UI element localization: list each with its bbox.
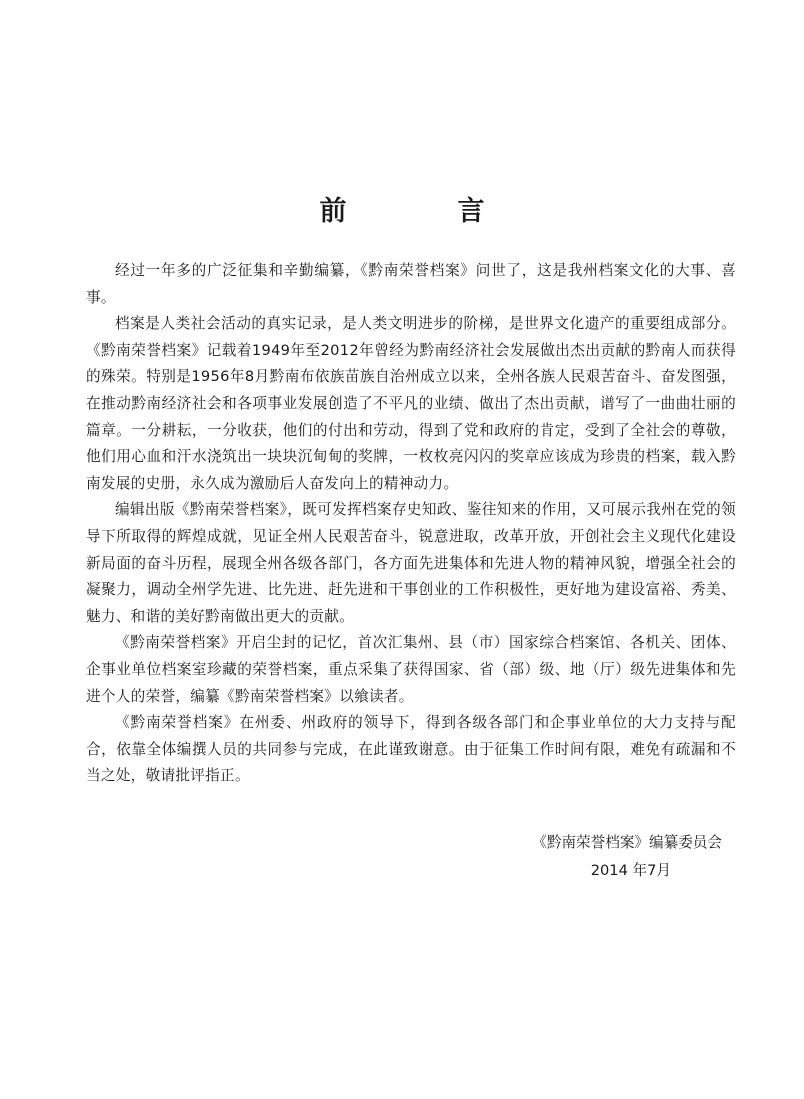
- signature-organization: 《黔南荣誉档案》编纂委员会: [532, 834, 722, 851]
- paragraph-5: 《黔南荣誉档案》在州委、州政府的领导下，得到各级各部门和企事业单位的大力支持与配合，依靠全体编撰人员的共同参与完成，在此谨致谢意。由于征集工作时间有限，难免有疏漏和不当之处，敬请批评指正。: [86, 714, 736, 785]
- preface-body: [86, 258, 736, 790]
- signature-block: [0, 830, 804, 890]
- paragraph-4: 《黔南荣誉档案》开启尘封的记忆，首次汇集州、县（市）国家综合档案馆、各机关、团体、企事业单位档案室珍藏的荣誉档案，重点采集了获得国家、省（部）级、地（厅）级先进集体和先进个人的荣誉，编纂《黔南荣誉档案》以飨读者。: [86, 634, 736, 705]
- paragraph-1: 经过一年多的广泛征集和辛勤编纂，《黔南荣誉档案》问世了，这是我州档案文化的大事、喜事。: [86, 262, 736, 306]
- page-title: 前 言: [319, 196, 527, 227]
- signature-date: 2014 年7月: [590, 862, 671, 879]
- paragraph-2: 档案是人类社会活动的真实记录，是人类文明进步的阶梯，是世界文化遗产的重要组成部分。《黔南荣誉档案》记载着1949年至2012年曾经为黔南经济社会发展做出杰出贡献的黔南人而获得的殊荣。特别是1956年8月黔南布依族苗族自治州成立以来，全州各族人民艰苦奋斗、奋发图强，在推动黔南经济社会和各项事业发展创造了不平凡的业绩、做出了杰出贡献，谱写了一曲曲壮丽的篇章。一分耕耘，一分收获，他们的付出和劳动，得到了党和政府的肯定，受到了全社会的尊敬，他们用心血和汗水浇筑出一块块沉甸甸的奖牌，一枚枚亮闪闪的奖章应该成为珍贵的档案，载入黔南发展的史册，永久成为激励后人奋发向上的精神动力。: [86, 315, 736, 492]
- paragraph-3: 编辑出版《黔南荣誉档案》，既可发挥档案存史知政、鉴往知来的作用，又可展示我州在党的领导下所取得的辉煌成就，见证全州人民艰苦奋斗，锐意进取，改革开放，开创社会主义现代化建设新局面的奋斗历程，展现全州各级各部门，各方面先进集体和先进人物的精神风貌，增强全社会的凝聚力，调动全州学先进、比先进、赶先进和干事创业的工作积极性，更好地为建设富裕、秀美、魅力、和谐的美好黔南做出更大的贡献。: [86, 501, 736, 625]
